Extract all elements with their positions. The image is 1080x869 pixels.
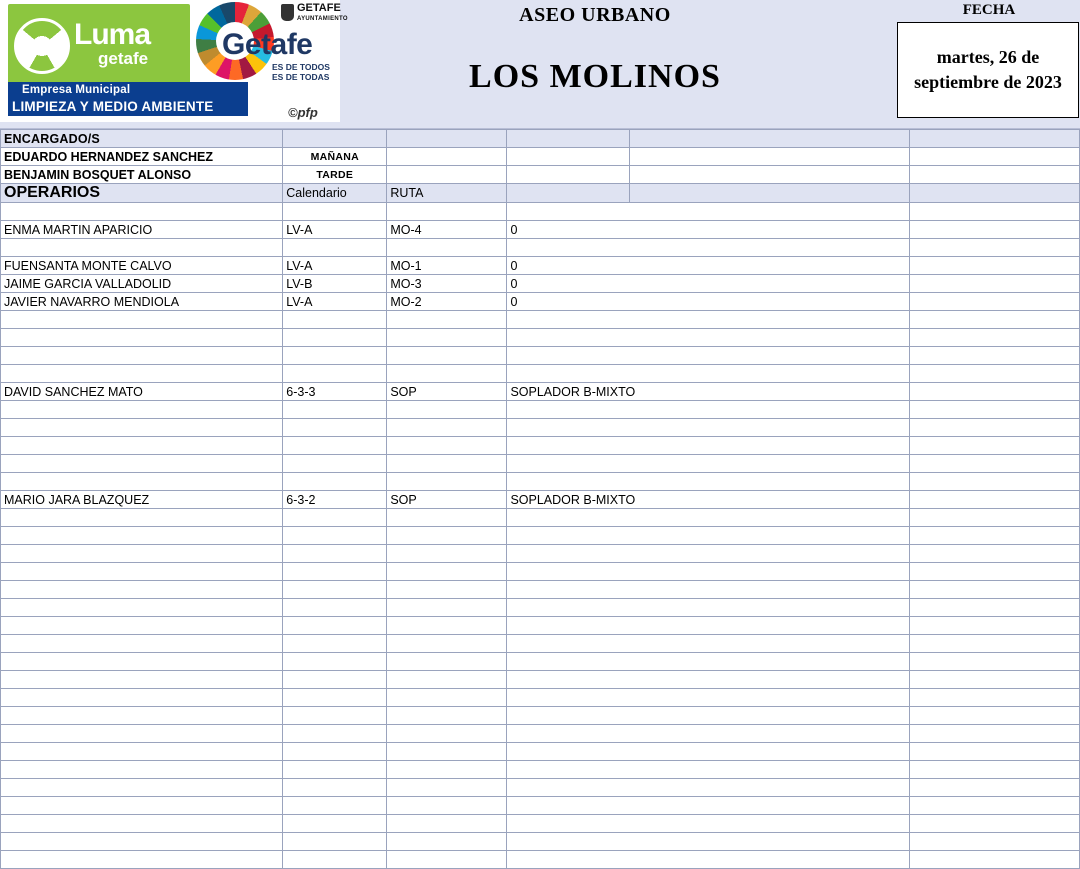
operario-cell-c5	[909, 815, 1079, 833]
operario-detalle	[507, 419, 909, 437]
operario-cell-c5	[909, 239, 1079, 257]
encargados-header-row	[1, 130, 1080, 148]
operario-ruta	[387, 797, 507, 815]
operario-cell-c5	[909, 563, 1079, 581]
operario-calendario: 6-3-2	[283, 491, 387, 509]
table-row	[1, 617, 1080, 635]
operario-nombre: JAVIER NAVARRO MENDIOLA	[1, 293, 283, 311]
operario-detalle	[507, 239, 909, 257]
table-row	[1, 833, 1080, 851]
operario-cell-c5	[909, 473, 1079, 491]
table-row	[1, 311, 1080, 329]
encargados-label: ENCARGADO/S	[1, 130, 283, 148]
col-calendario-header: Calendario	[283, 184, 387, 203]
operario-detalle	[507, 203, 909, 221]
luma-wordmark: Luma	[74, 18, 151, 51]
operario-detalle	[507, 635, 909, 653]
operario-cell-c5	[909, 617, 1079, 635]
operario-detalle	[507, 437, 909, 455]
operario-calendario	[283, 671, 387, 689]
credit-label: ©pfp	[288, 105, 318, 120]
operario-calendario	[283, 545, 387, 563]
operario-ruta: MO-4	[387, 221, 507, 239]
operario-cell-c5	[909, 545, 1079, 563]
operario-ruta	[387, 563, 507, 581]
operario-nombre	[1, 419, 283, 437]
table-body	[1, 130, 1080, 869]
table-row	[1, 563, 1080, 581]
encargado-cell-c5	[909, 166, 1079, 184]
operario-ruta	[387, 725, 507, 743]
table-row	[1, 599, 1080, 617]
operario-cell-c5	[909, 419, 1079, 437]
operario-ruta	[387, 401, 507, 419]
operario-calendario	[283, 599, 387, 617]
getafe-shield-icon	[281, 4, 294, 21]
operario-nombre	[1, 311, 283, 329]
operario-nombre: ENMA MARTIN APARICIO	[1, 221, 283, 239]
operario-nombre: MARIO JARA BLAZQUEZ	[1, 491, 283, 509]
operario-calendario	[283, 311, 387, 329]
table-row	[1, 221, 1080, 239]
encargado-cell-c3	[507, 148, 629, 166]
operario-ruta: SOP	[387, 491, 507, 509]
sdg-tagline-line2: ES DE TODAS	[272, 72, 330, 82]
encargado-cell-c2	[387, 148, 507, 166]
operario-cell-c5	[909, 851, 1079, 869]
table-row	[1, 689, 1080, 707]
operario-nombre	[1, 707, 283, 725]
operario-detalle	[507, 509, 909, 527]
operario-nombre	[1, 689, 283, 707]
operario-cell-c5	[909, 329, 1079, 347]
operario-nombre	[1, 329, 283, 347]
table-row	[1, 383, 1080, 401]
operario-cell-c5	[909, 509, 1079, 527]
encargado-nombre: EDUARDO HERNANDEZ SANCHEZ	[1, 148, 283, 166]
operario-nombre	[1, 401, 283, 419]
operario-ruta	[387, 635, 507, 653]
operario-ruta	[387, 509, 507, 527]
assignment-table	[0, 129, 1080, 869]
operario-detalle	[507, 599, 909, 617]
encargado-turno: MAÑANA	[283, 148, 387, 166]
operario-nombre	[1, 473, 283, 491]
operario-detalle: 0	[507, 293, 909, 311]
operario-detalle	[507, 455, 909, 473]
table-row	[1, 815, 1080, 833]
table-row	[1, 725, 1080, 743]
getafe-ayuntamiento-label	[297, 3, 348, 25]
operario-detalle	[507, 401, 909, 419]
operario-calendario	[283, 815, 387, 833]
operario-nombre	[1, 653, 283, 671]
operario-ruta	[387, 743, 507, 761]
operario-cell-c5	[909, 221, 1079, 239]
operario-detalle	[507, 617, 909, 635]
operario-ruta	[387, 833, 507, 851]
operario-cell-c5	[909, 275, 1079, 293]
table-row	[1, 851, 1080, 869]
operario-calendario	[283, 329, 387, 347]
operario-ruta	[387, 473, 507, 491]
table-row	[1, 743, 1080, 761]
operario-ruta	[387, 761, 507, 779]
operario-detalle: SOPLADOR B-MIXTO	[507, 491, 909, 509]
operario-calendario	[283, 635, 387, 653]
operario-nombre	[1, 365, 283, 383]
encargado-turno: TARDE	[283, 166, 387, 184]
operario-detalle	[507, 365, 909, 383]
operario-detalle	[507, 707, 909, 725]
sdg-tagline-line1: ES DE TODOS	[272, 62, 330, 72]
table-row	[1, 419, 1080, 437]
table-row	[1, 437, 1080, 455]
operario-cell-c5	[909, 365, 1079, 383]
operario-nombre	[1, 725, 283, 743]
operario-detalle	[507, 797, 909, 815]
table-row	[1, 329, 1080, 347]
table-row	[1, 581, 1080, 599]
operario-detalle	[507, 725, 909, 743]
operario-calendario	[283, 509, 387, 527]
operario-nombre	[1, 779, 283, 797]
operario-calendario: 6-3-3	[283, 383, 387, 401]
operario-nombre	[1, 743, 283, 761]
operario-cell-c5	[909, 527, 1079, 545]
operario-cell-c5	[909, 401, 1079, 419]
operario-ruta	[387, 707, 507, 725]
operario-cell-c5	[909, 293, 1079, 311]
operario-detalle	[507, 347, 909, 365]
operario-nombre	[1, 347, 283, 365]
operario-ruta: SOP	[387, 383, 507, 401]
operario-calendario	[283, 581, 387, 599]
operario-calendario: LV-A	[283, 293, 387, 311]
table-row	[1, 203, 1080, 221]
table-row	[1, 347, 1080, 365]
operario-calendario	[283, 851, 387, 869]
operario-nombre	[1, 545, 283, 563]
operario-nombre	[1, 761, 283, 779]
table-row	[1, 293, 1080, 311]
operario-nombre	[1, 635, 283, 653]
operario-calendario	[283, 239, 387, 257]
operario-cell-c5	[909, 257, 1079, 275]
operario-calendario	[283, 653, 387, 671]
operario-ruta	[387, 779, 507, 797]
operario-cell-c5	[909, 347, 1079, 365]
operario-ruta	[387, 545, 507, 563]
operario-nombre	[1, 671, 283, 689]
operario-cell-c5	[909, 455, 1079, 473]
operario-detalle	[507, 581, 909, 599]
operario-ruta	[387, 599, 507, 617]
table-row	[1, 779, 1080, 797]
operario-detalle	[507, 851, 909, 869]
operario-detalle: SOPLADOR B-MIXTO	[507, 383, 909, 401]
getafe-ayto-line2: AYUNTAMIENTO	[297, 16, 348, 22]
operarios-header-row	[1, 184, 1080, 203]
table-row	[1, 491, 1080, 509]
operario-nombre	[1, 797, 283, 815]
operario-cell-c5	[909, 689, 1079, 707]
operario-ruta	[387, 581, 507, 599]
operario-detalle	[507, 563, 909, 581]
operario-cell-c5	[909, 311, 1079, 329]
fecha-label: FECHA	[962, 2, 1016, 18]
operario-ruta	[387, 437, 507, 455]
operario-calendario	[283, 419, 387, 437]
table-row	[1, 797, 1080, 815]
table-row	[1, 455, 1080, 473]
company-line1: Empresa Municipal	[22, 84, 131, 96]
encargado-cell-c2	[387, 166, 507, 184]
document-header	[0, 0, 1080, 129]
getafe-wordmark: Getafe	[222, 28, 313, 61]
operario-ruta	[387, 311, 507, 329]
sdg-tagline	[272, 62, 330, 82]
operario-cell-c5	[909, 743, 1079, 761]
encargados-header-c2	[387, 130, 507, 148]
operario-cell-c5	[909, 797, 1079, 815]
operario-calendario	[283, 437, 387, 455]
operario-nombre: FUENSANTA MONTE CALVO	[1, 257, 283, 275]
operario-ruta: MO-3	[387, 275, 507, 293]
table-row	[1, 653, 1080, 671]
operario-calendario	[283, 689, 387, 707]
operario-cell-c5	[909, 383, 1079, 401]
table-row	[1, 257, 1080, 275]
operarios-header-c3	[507, 184, 629, 203]
operario-detalle	[507, 671, 909, 689]
operario-calendario	[283, 761, 387, 779]
operario-detalle: 0	[507, 275, 909, 293]
operario-calendario	[283, 347, 387, 365]
operario-calendario: LV-B	[283, 275, 387, 293]
operario-ruta: MO-2	[387, 293, 507, 311]
table-row	[1, 635, 1080, 653]
operario-calendario	[283, 779, 387, 797]
operario-detalle	[507, 815, 909, 833]
table-row	[1, 761, 1080, 779]
operario-ruta	[387, 419, 507, 437]
fecha-value: martes, 26 de septiembre de 2023	[897, 22, 1079, 118]
operario-cell-c5	[909, 707, 1079, 725]
table-row	[1, 527, 1080, 545]
operario-ruta	[387, 851, 507, 869]
getafe-ayto-line1: GETAFE	[297, 2, 341, 14]
operario-cell-c5	[909, 833, 1079, 851]
logo-block	[0, 0, 348, 122]
operario-cell-c5	[909, 203, 1079, 221]
operario-detalle	[507, 761, 909, 779]
operario-nombre	[1, 851, 283, 869]
operario-detalle	[507, 653, 909, 671]
table-row	[1, 365, 1080, 383]
encargados-header-c1	[283, 130, 387, 148]
operario-calendario	[283, 743, 387, 761]
operario-cell-c5	[909, 779, 1079, 797]
operario-detalle: 0	[507, 221, 909, 239]
operario-cell-c5	[909, 653, 1079, 671]
operarios-label: OPERARIOS	[1, 184, 283, 203]
encargado-nombre: BENJAMIN BOSQUET ALONSO	[1, 166, 283, 184]
table-row	[1, 275, 1080, 293]
operario-detalle	[507, 473, 909, 491]
operario-detalle	[507, 527, 909, 545]
encargado-cell-c3	[507, 166, 629, 184]
operario-ruta: MO-1	[387, 257, 507, 275]
table-row	[1, 545, 1080, 563]
operario-cell-c5	[909, 725, 1079, 743]
operario-detalle	[507, 833, 909, 851]
operario-nombre	[1, 203, 283, 221]
operario-ruta	[387, 347, 507, 365]
operario-calendario	[283, 473, 387, 491]
operario-nombre	[1, 617, 283, 635]
operario-calendario	[283, 527, 387, 545]
table-row	[1, 707, 1080, 725]
table-row	[1, 509, 1080, 527]
table-row	[1, 473, 1080, 491]
operario-ruta	[387, 365, 507, 383]
encargados-header-c5	[909, 130, 1079, 148]
operario-calendario: LV-A	[283, 257, 387, 275]
operario-ruta	[387, 671, 507, 689]
operario-cell-c5	[909, 761, 1079, 779]
encargado-cell-c5	[909, 148, 1079, 166]
operario-ruta	[387, 527, 507, 545]
table-row	[1, 401, 1080, 419]
operario-nombre	[1, 563, 283, 581]
operario-nombre	[1, 815, 283, 833]
operario-calendario	[283, 365, 387, 383]
operario-ruta	[387, 653, 507, 671]
page-title: ASEO URBANO	[519, 4, 671, 26]
operario-cell-c5	[909, 491, 1079, 509]
operario-calendario: LV-A	[283, 221, 387, 239]
encargado-cell-c4	[629, 166, 909, 184]
operario-ruta	[387, 329, 507, 347]
table-row	[1, 148, 1080, 166]
table-row	[1, 239, 1080, 257]
encargados-header-c3	[507, 130, 629, 148]
operario-nombre	[1, 509, 283, 527]
operario-detalle	[507, 779, 909, 797]
operario-calendario	[283, 725, 387, 743]
operarios-header-c5	[909, 184, 1079, 203]
operario-nombre: DAVID SANCHEZ MATO	[1, 383, 283, 401]
operario-calendario	[283, 455, 387, 473]
operario-calendario	[283, 797, 387, 815]
operario-nombre	[1, 599, 283, 617]
operario-cell-c5	[909, 599, 1079, 617]
operario-nombre	[1, 239, 283, 257]
operario-nombre	[1, 833, 283, 851]
operario-nombre	[1, 581, 283, 599]
operario-nombre	[1, 455, 283, 473]
operario-nombre	[1, 437, 283, 455]
page-subtitle: LOS MOLINOS	[469, 58, 721, 95]
operario-calendario	[283, 707, 387, 725]
luma-subwordmark: getafe	[98, 49, 149, 68]
operario-detalle	[507, 689, 909, 707]
luma-swirl-icon	[14, 18, 70, 74]
operario-ruta	[387, 815, 507, 833]
operario-ruta	[387, 689, 507, 707]
operario-calendario	[283, 203, 387, 221]
operario-cell-c5	[909, 581, 1079, 599]
operario-ruta	[387, 455, 507, 473]
operario-detalle	[507, 545, 909, 563]
operario-cell-c5	[909, 671, 1079, 689]
operario-ruta	[387, 617, 507, 635]
operario-cell-c5	[909, 635, 1079, 653]
encargado-cell-c4	[629, 148, 909, 166]
table-row	[1, 671, 1080, 689]
operario-cell-c5	[909, 437, 1079, 455]
operario-ruta	[387, 239, 507, 257]
table-row	[1, 166, 1080, 184]
company-line2: LIMPIEZA Y MEDIO AMBIENTE	[12, 99, 214, 114]
col-ruta-header: RUTA	[387, 184, 507, 203]
operario-detalle	[507, 329, 909, 347]
operario-detalle	[507, 311, 909, 329]
operario-nombre: JAIME GARCIA VALLADOLID	[1, 275, 283, 293]
operario-calendario	[283, 563, 387, 581]
operario-calendario	[283, 401, 387, 419]
operario-nombre	[1, 527, 283, 545]
operario-detalle	[507, 743, 909, 761]
operarios-header-c4	[629, 184, 909, 203]
operario-calendario	[283, 617, 387, 635]
operario-calendario	[283, 833, 387, 851]
operario-ruta	[387, 203, 507, 221]
operario-detalle: 0	[507, 257, 909, 275]
encargados-header-c4	[629, 130, 909, 148]
